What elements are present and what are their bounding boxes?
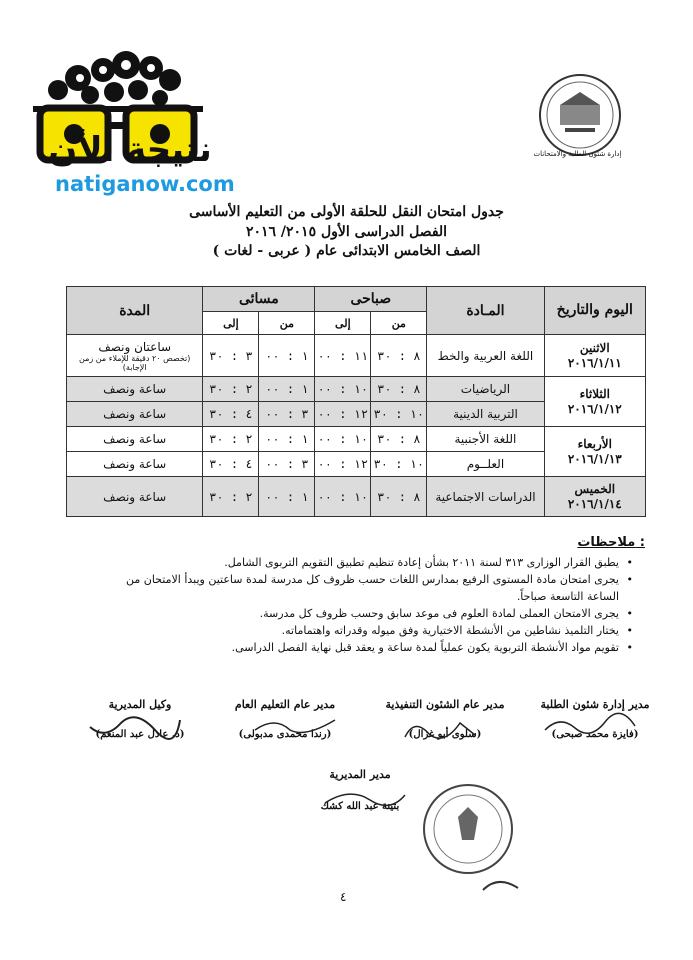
row-evening-from: ٣ : ٠٠	[259, 452, 315, 477]
row-subject: اللغة العربية والخط	[427, 335, 544, 377]
row-morning-from: ١٠ : ٣٠	[371, 402, 427, 427]
signature-role: مدير المديرية	[329, 768, 391, 781]
signature-role: مدير عام التعليم العام	[234, 698, 336, 711]
row-subject: اللغة الأجنبية	[427, 427, 544, 452]
row-morning-to: ١١ : ٠٠	[315, 335, 371, 377]
row-date: ٢٠١٦/١/١١	[567, 355, 622, 370]
row-duration: ساعة ونصف	[67, 402, 203, 427]
signature-name: (فايزة محمد صبحى)	[551, 729, 639, 740]
header-subject: المـادة	[427, 287, 544, 335]
row-evening-to: ٤ : ٣٠	[203, 452, 259, 477]
header-morning-from: من	[371, 312, 427, 335]
row-subject: التربية الدينية	[427, 402, 544, 427]
stamp-mark-icon	[478, 870, 523, 900]
row-evening-from: ٣ : ٠٠	[259, 402, 315, 427]
signature-scribble-icon	[320, 785, 410, 810]
row-evening-to: ٢ : ٣٠	[203, 477, 259, 517]
row-morning-from: ٨ : ٣٠	[371, 377, 427, 402]
signature-scribble-icon	[250, 712, 340, 740]
row-morning-from: ٨ : ٣٠	[371, 477, 427, 517]
signature-role: وكيل المديرية	[108, 698, 172, 711]
page-number: ٤	[340, 890, 347, 904]
row-duration: ساعة ونصف	[67, 452, 203, 477]
table-row	[67, 477, 646, 517]
row-evening-to: ٤ : ٣٠	[203, 402, 259, 427]
header-day: اليوم والتاريخ	[544, 287, 645, 335]
table-row	[67, 427, 646, 452]
title-line-3: الصف الخامس الابتدائى عام ( عربى - لغات )	[212, 243, 481, 259]
row-evening-to: ٢ : ٣٠	[203, 427, 259, 452]
signature-role: مدير عام الشئون التنفيذية	[385, 698, 505, 711]
row-evening-from: ١ : ٠٠	[259, 477, 315, 517]
row-evening-from: ١ : ٠٠	[259, 377, 315, 402]
header-evening-from: من	[259, 312, 315, 335]
row-duration-note: (تخصص ٢٠ دقيقة للإملاء من زمن الإجابة)	[79, 353, 191, 372]
row-morning-from: ٨ : ٣٠	[371, 335, 427, 377]
row-day: الخميس	[574, 481, 616, 496]
row-morning-to: ١٠ : ٠٠	[315, 477, 371, 517]
signature-name: (سلوى أبو غزال)	[408, 729, 482, 740]
title-line-2: الفصل الدراسى الأول ٢٠١٥/ ٢٠١٦	[245, 224, 448, 240]
row-morning-to: ١٢ : ٠٠	[315, 452, 371, 477]
signature-scribble-icon	[85, 712, 185, 742]
header-morning-to: إلى	[315, 312, 371, 335]
row-morning-to: ١٠ : ٠٠	[315, 427, 371, 452]
table-row	[67, 377, 646, 402]
row-subject: الدراسات الاجتماعية	[427, 477, 544, 517]
directorate-seal-icon	[530, 70, 630, 160]
note-item: • تقويم مواد الأنشطة التربوية يكون عملياً لمدة ساعة و يعقد قبل نهاية الفصل الدراسى.	[113, 639, 633, 656]
row-date: ٢٠١٦/١/١٢	[567, 401, 622, 416]
row-evening-to: ٣ : ٣٠	[203, 335, 259, 377]
signature-scribble-icon	[400, 715, 480, 745]
row-subject: العلــوم	[427, 452, 544, 477]
row-day: الاثنين	[579, 340, 610, 355]
signature-name: (د. عادل عبد المنعم)	[95, 729, 185, 740]
row-morning-to: ١٠ : ٠٠	[315, 377, 371, 402]
header-evening-to: إلى	[203, 312, 259, 335]
logo-url: natiganow.com	[55, 172, 235, 196]
row-subject: الرياضيات	[427, 377, 544, 402]
note-item: • يجرى امتحان مادة المستوى الرفيع بمدارس اللغات حسب ظروف كل مدرسة لمدة ساعتين ويبدأ الامتحان من الساعة التاسعة صباحاً.	[113, 571, 633, 605]
row-duration: ساعتان ونصف	[98, 339, 172, 354]
row-day: الثلاثاء	[579, 386, 610, 401]
row-morning-from: ١٠ : ٣٠	[371, 452, 427, 477]
signature-name: بثينة عبد الله كشك	[320, 801, 400, 812]
signature-scribble-icon	[540, 710, 640, 740]
exam-schedule-table	[66, 286, 646, 517]
row-duration: ساعة ونصف	[67, 377, 203, 402]
row-morning-to: ١٢ : ٠٠	[315, 402, 371, 427]
header-morning: صباحى	[315, 287, 427, 312]
row-duration: ساعة ونصف	[67, 427, 203, 452]
row-date: ٢٠١٦/١/١٣	[567, 451, 622, 466]
logo-text: نتيجة الأن	[48, 130, 212, 170]
title-line-1: جدول امتحان النقل للحلقة الأولى من التعليم الأساسى	[189, 204, 504, 220]
table-row	[67, 335, 646, 377]
row-duration: ساعة ونصف	[67, 477, 203, 517]
row-date: ٢٠١٦/١/١٤	[567, 496, 622, 511]
note-item: • يجرى الامتحان العملى لمادة العلوم فى موعد سابق وحسب ظروف كل مدرسة.	[113, 605, 633, 622]
signature-role: مدير إدارة شئون الطلبة	[540, 698, 650, 711]
signature-name: (رندا محمدى مدبولى)	[238, 729, 332, 740]
row-evening-from: ١ : ٠٠	[259, 427, 315, 452]
note-item: • يختار التلميذ نشاطين من الأنشطة الاختيارية وفق ميوله وقدراته واهتماماته.	[113, 622, 633, 639]
row-morning-from: ٨ : ٣٠	[371, 427, 427, 452]
header-evening: مسائى	[203, 287, 315, 312]
row-day: الأربعاء	[577, 436, 612, 451]
row-evening-from: ١ : ٠٠	[259, 335, 315, 377]
notes-list	[113, 554, 633, 656]
notes-title: ملاحظات :	[577, 535, 645, 550]
header-duration: المدة	[67, 287, 203, 335]
note-item: • يطبق القرار الوزارى ٣١٣ لسنة ٢٠١١ بشأن إعادة تنظيم تطبيق التقويم التربوى الشامل.	[113, 554, 633, 571]
round-stamp-icon	[418, 782, 518, 877]
row-evening-to: ٢ : ٣٠	[203, 377, 259, 402]
seal-caption: إدارة شئون الطلبة والامتحانات	[533, 150, 622, 158]
